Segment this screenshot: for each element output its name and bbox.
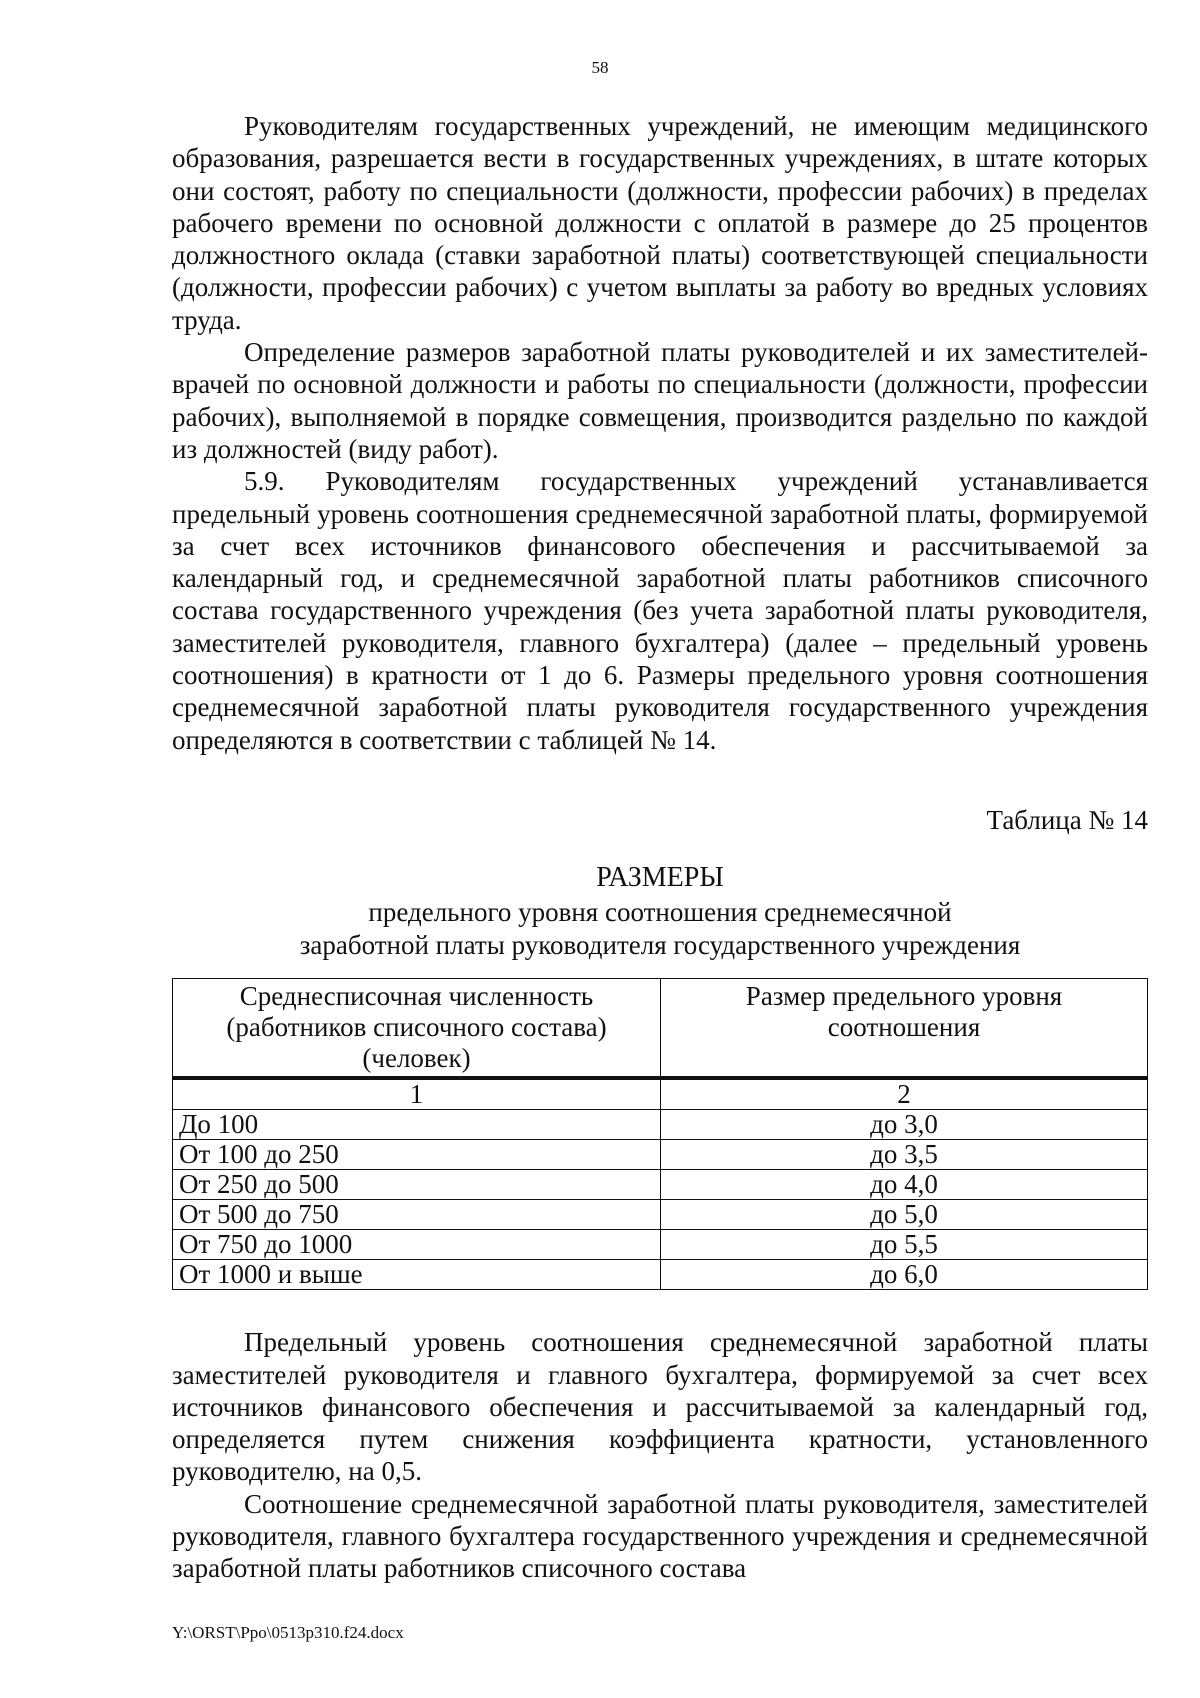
post-table-section xyxy=(172,1326,1148,1584)
paragraph-no-medical-education: Руководителям государственных учреждений, не имеющим медицинского образования, разрешается вести в государственных учреждениях, в штате которых они состоят, работу по специальности (должности, профессии рабочих) в пределах рабочего времени по основной должности с оплатой в размере до 25 процентов должностного оклада (ставки заработной платы) соответствующей специальности (должности, профессии рабочих) с учетом выплаты за работу во вредных условиях труда. xyxy=(172,111,1148,335)
table-row xyxy=(173,1140,1148,1170)
table-header-row xyxy=(173,979,1148,1079)
table-title: РАЗМЕРЫ xyxy=(596,862,724,894)
paragraph-deputies-ratio: Предельный уровень соотношения среднемесячной заработной платы заместителей руководителя и главного бухгалтера, формируемой за счет всех источников финансового обеспечения и рассчитываемой за календарный год, определяется путем снижения коэффициента кратности, установленного руководителю, на 0,5. xyxy=(172,1327,1148,1487)
table-row xyxy=(173,1200,1148,1230)
table-row xyxy=(173,1260,1148,1290)
ratio-value: до 5,0 xyxy=(661,1200,1148,1230)
ratio-value: до 6,0 xyxy=(661,1260,1148,1290)
table-row xyxy=(173,1170,1148,1200)
column-number-2: 2 xyxy=(661,1078,1148,1110)
ratio-value: до 4,0 xyxy=(661,1170,1148,1200)
headcount-range: От 100 до 250 xyxy=(173,1140,661,1170)
header-headcount: Среднесписочная численность (работников списочного состава) (человек) xyxy=(173,979,661,1079)
document-body xyxy=(172,110,1148,1585)
table-number-label: Таблица № 14 xyxy=(986,804,1148,835)
headcount-range: До 100 xyxy=(173,1110,661,1140)
headcount-range: От 750 до 1000 xyxy=(173,1230,661,1260)
ratio-value: до 3,0 xyxy=(661,1110,1148,1140)
headcount-range: От 250 до 500 xyxy=(173,1170,661,1200)
ratio-value: до 3,5 xyxy=(661,1140,1148,1170)
table-row xyxy=(173,1110,1148,1140)
table-subtitle-line-2: заработной платы руководителя государственного учреждения xyxy=(299,930,1021,961)
headcount-range: От 500 до 750 xyxy=(173,1200,661,1230)
ratio-value: до 5,5 xyxy=(661,1230,1148,1260)
table-title-block xyxy=(172,860,1148,962)
header-ratio-limit: Размер предельного уровня соотношения xyxy=(661,979,1148,1079)
table-row xyxy=(173,1230,1148,1260)
ratio-limits-table xyxy=(172,978,1148,1290)
paragraph-salary-determination: Определение размеров заработной платы руководителей и их заместителей-врачей по основной должности и работы по специальности (должности, профессии рабочих), выполняемой в порядке совмещения, производится раздельно по каждой из должностей (виду работ). xyxy=(172,337,1148,464)
headcount-range: От 1000 и выше xyxy=(173,1260,661,1290)
column-number-row xyxy=(173,1078,1148,1110)
paragraph-ratio-continuation: Соотношение среднемесячной заработной платы руководителя, заместителей руководителя, главного бухгалтера государственного учреждения и среднемесячной заработной платы работников списочного состава xyxy=(172,1488,1148,1584)
page-number: 58 xyxy=(591,58,609,77)
column-number-1: 1 xyxy=(173,1078,661,1110)
table-subtitle-line-1: предельного уровня соотношения среднемесячной xyxy=(368,897,952,928)
footer-file-path: Y:\ORST\Ppo\0513p310.f24.docx xyxy=(172,1623,404,1642)
paragraph-5-9: 5.9. Руководителям государственных учреждений устанавливается предельный уровень соотношения среднемесячной заработной платы, формируемой за счет всех источников финансового обеспечения и рассчитываемой за календарный год, и среднемесячной заработной платы работников списочного состава государственного учреждения (без учета заработной платы руководителя, заместителей руководителя, главного бухгалтера) (далее – предельный уровень соотношения) в кратности от 1 до 6. Размеры предельного уровня соотношения среднемесячной заработной платы руководителя государственного учреждения определяются в соответствии с таблицей № 14. xyxy=(172,466,1148,755)
